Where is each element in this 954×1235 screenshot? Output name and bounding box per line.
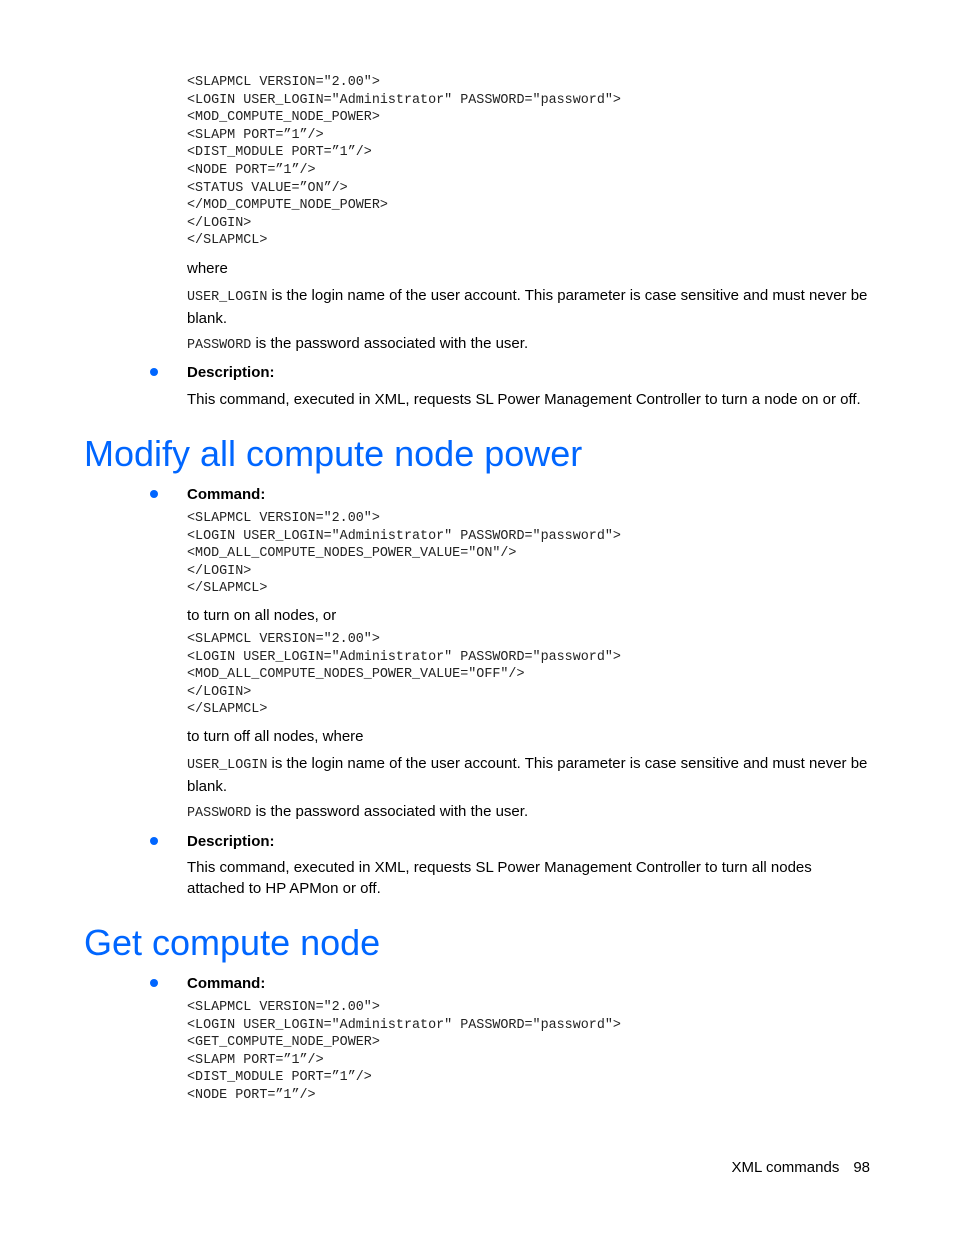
section-heading-modify-all: Modify all compute node power <box>84 433 583 474</box>
page-footer <box>732 1158 871 1178</box>
code-block-all-nodes-off <box>187 631 621 719</box>
user-login-param-desc <box>187 753 871 797</box>
description-text: This command, executed in XML, requests SL Power Management Controller to turn all nodes attached to HP APMon or off. <box>187 859 812 897</box>
code-line: <LOGIN USER_LOGIN="Administrator" PASSWORD="password"> <box>187 1017 621 1033</box>
param-desc: is the password associated with the user. <box>251 803 529 820</box>
code-line: <LOGIN USER_LOGIN="Administrator" PASSWORD="password"> <box>187 92 621 108</box>
code-line: </SLAPMCL> <box>187 581 268 597</box>
user-login-param-desc <box>187 285 871 329</box>
code-line: <LOGIN USER_LOGIN="Administrator" PASSWORD="password"> <box>187 528 621 544</box>
code-line: <SLAPMCL VERSION="2.00"> <box>187 75 380 90</box>
param-desc: is the password associated with the user. <box>251 335 529 352</box>
param-desc: is the login name of the user account. This parameter is case sensitive and must never be blank. <box>187 287 868 327</box>
code-line: </MOD_COMPUTE_NODE_POWER> <box>187 198 388 214</box>
code-line: <LOGIN USER_LOGIN="Administrator" PASSWORD="password"> <box>187 649 621 665</box>
footer-section-name: XML commands <box>731 1159 840 1176</box>
code-line: </LOGIN> <box>187 684 252 700</box>
code-line: <MOD_ALL_COMPUTE_NODES_POWER_VALUE="OFF"/> <box>187 667 525 683</box>
code-line: </SLAPMCL> <box>187 233 268 249</box>
code-line: <DIST_MODULE PORT=”1”/> <box>187 145 372 161</box>
param-term: USER_LOGIN <box>187 758 268 773</box>
bullet-icon <box>150 979 158 987</box>
description-label: Description: <box>187 833 275 850</box>
code-line: <SLAPM PORT=”1”/> <box>187 1052 324 1068</box>
param-term: PASSWORD <box>187 338 252 353</box>
password-param-desc <box>187 801 871 824</box>
code-block-all-nodes-on <box>187 510 621 598</box>
turn-on-text: to turn on all nodes, or <box>187 607 337 624</box>
command-label: Command: <box>187 486 266 503</box>
code-line: <MOD_COMPUTE_NODE_POWER> <box>187 110 380 126</box>
turn-off-text: to turn off all nodes, where <box>187 728 364 745</box>
code-block-mod-compute-node-power <box>187 74 621 250</box>
where-text: where <box>187 260 228 277</box>
code-line: <SLAPM PORT=”1”/> <box>187 127 324 143</box>
code-line: <NODE PORT=”1”/> <box>187 162 316 178</box>
param-term: PASSWORD <box>187 806 252 821</box>
param-desc: is the login name of the user account. This parameter is case sensitive and must never be blank. <box>187 755 868 795</box>
section-heading-get-compute-node: Get compute node <box>84 922 381 963</box>
bullet-icon <box>150 490 158 498</box>
code-line: <GET_COMPUTE_NODE_POWER> <box>187 1035 380 1051</box>
code-line: </LOGIN> <box>187 563 252 579</box>
code-line: </SLAPMCL> <box>187 702 268 718</box>
page-number: 98 <box>853 1159 870 1176</box>
bullet-icon <box>150 368 158 376</box>
bullet-icon <box>150 837 158 845</box>
code-line: </LOGIN> <box>187 215 252 231</box>
description-label: Description: <box>187 364 275 381</box>
code-block-get-compute-node-power <box>187 999 621 1105</box>
command-label: Command: <box>187 975 266 992</box>
code-line: <SLAPMCL VERSION="2.00"> <box>187 1000 380 1015</box>
code-line: <MOD_ALL_COMPUTE_NODES_POWER_VALUE="ON"/> <box>187 546 517 562</box>
code-line: <NODE PORT=”1”/> <box>187 1087 316 1103</box>
code-line: <SLAPMCL VERSION="2.00"> <box>187 511 380 526</box>
code-line: <DIST_MODULE PORT=”1”/> <box>187 1070 372 1086</box>
description-text: This command, executed in XML, requests SL Power Management Controller to turn a node on or off. <box>187 391 861 408</box>
param-term: USER_LOGIN <box>187 290 268 305</box>
code-line: <SLAPMCL VERSION="2.00"> <box>187 632 380 647</box>
code-line: <STATUS VALUE=”ON”/> <box>187 180 348 196</box>
password-param-desc <box>187 333 871 356</box>
